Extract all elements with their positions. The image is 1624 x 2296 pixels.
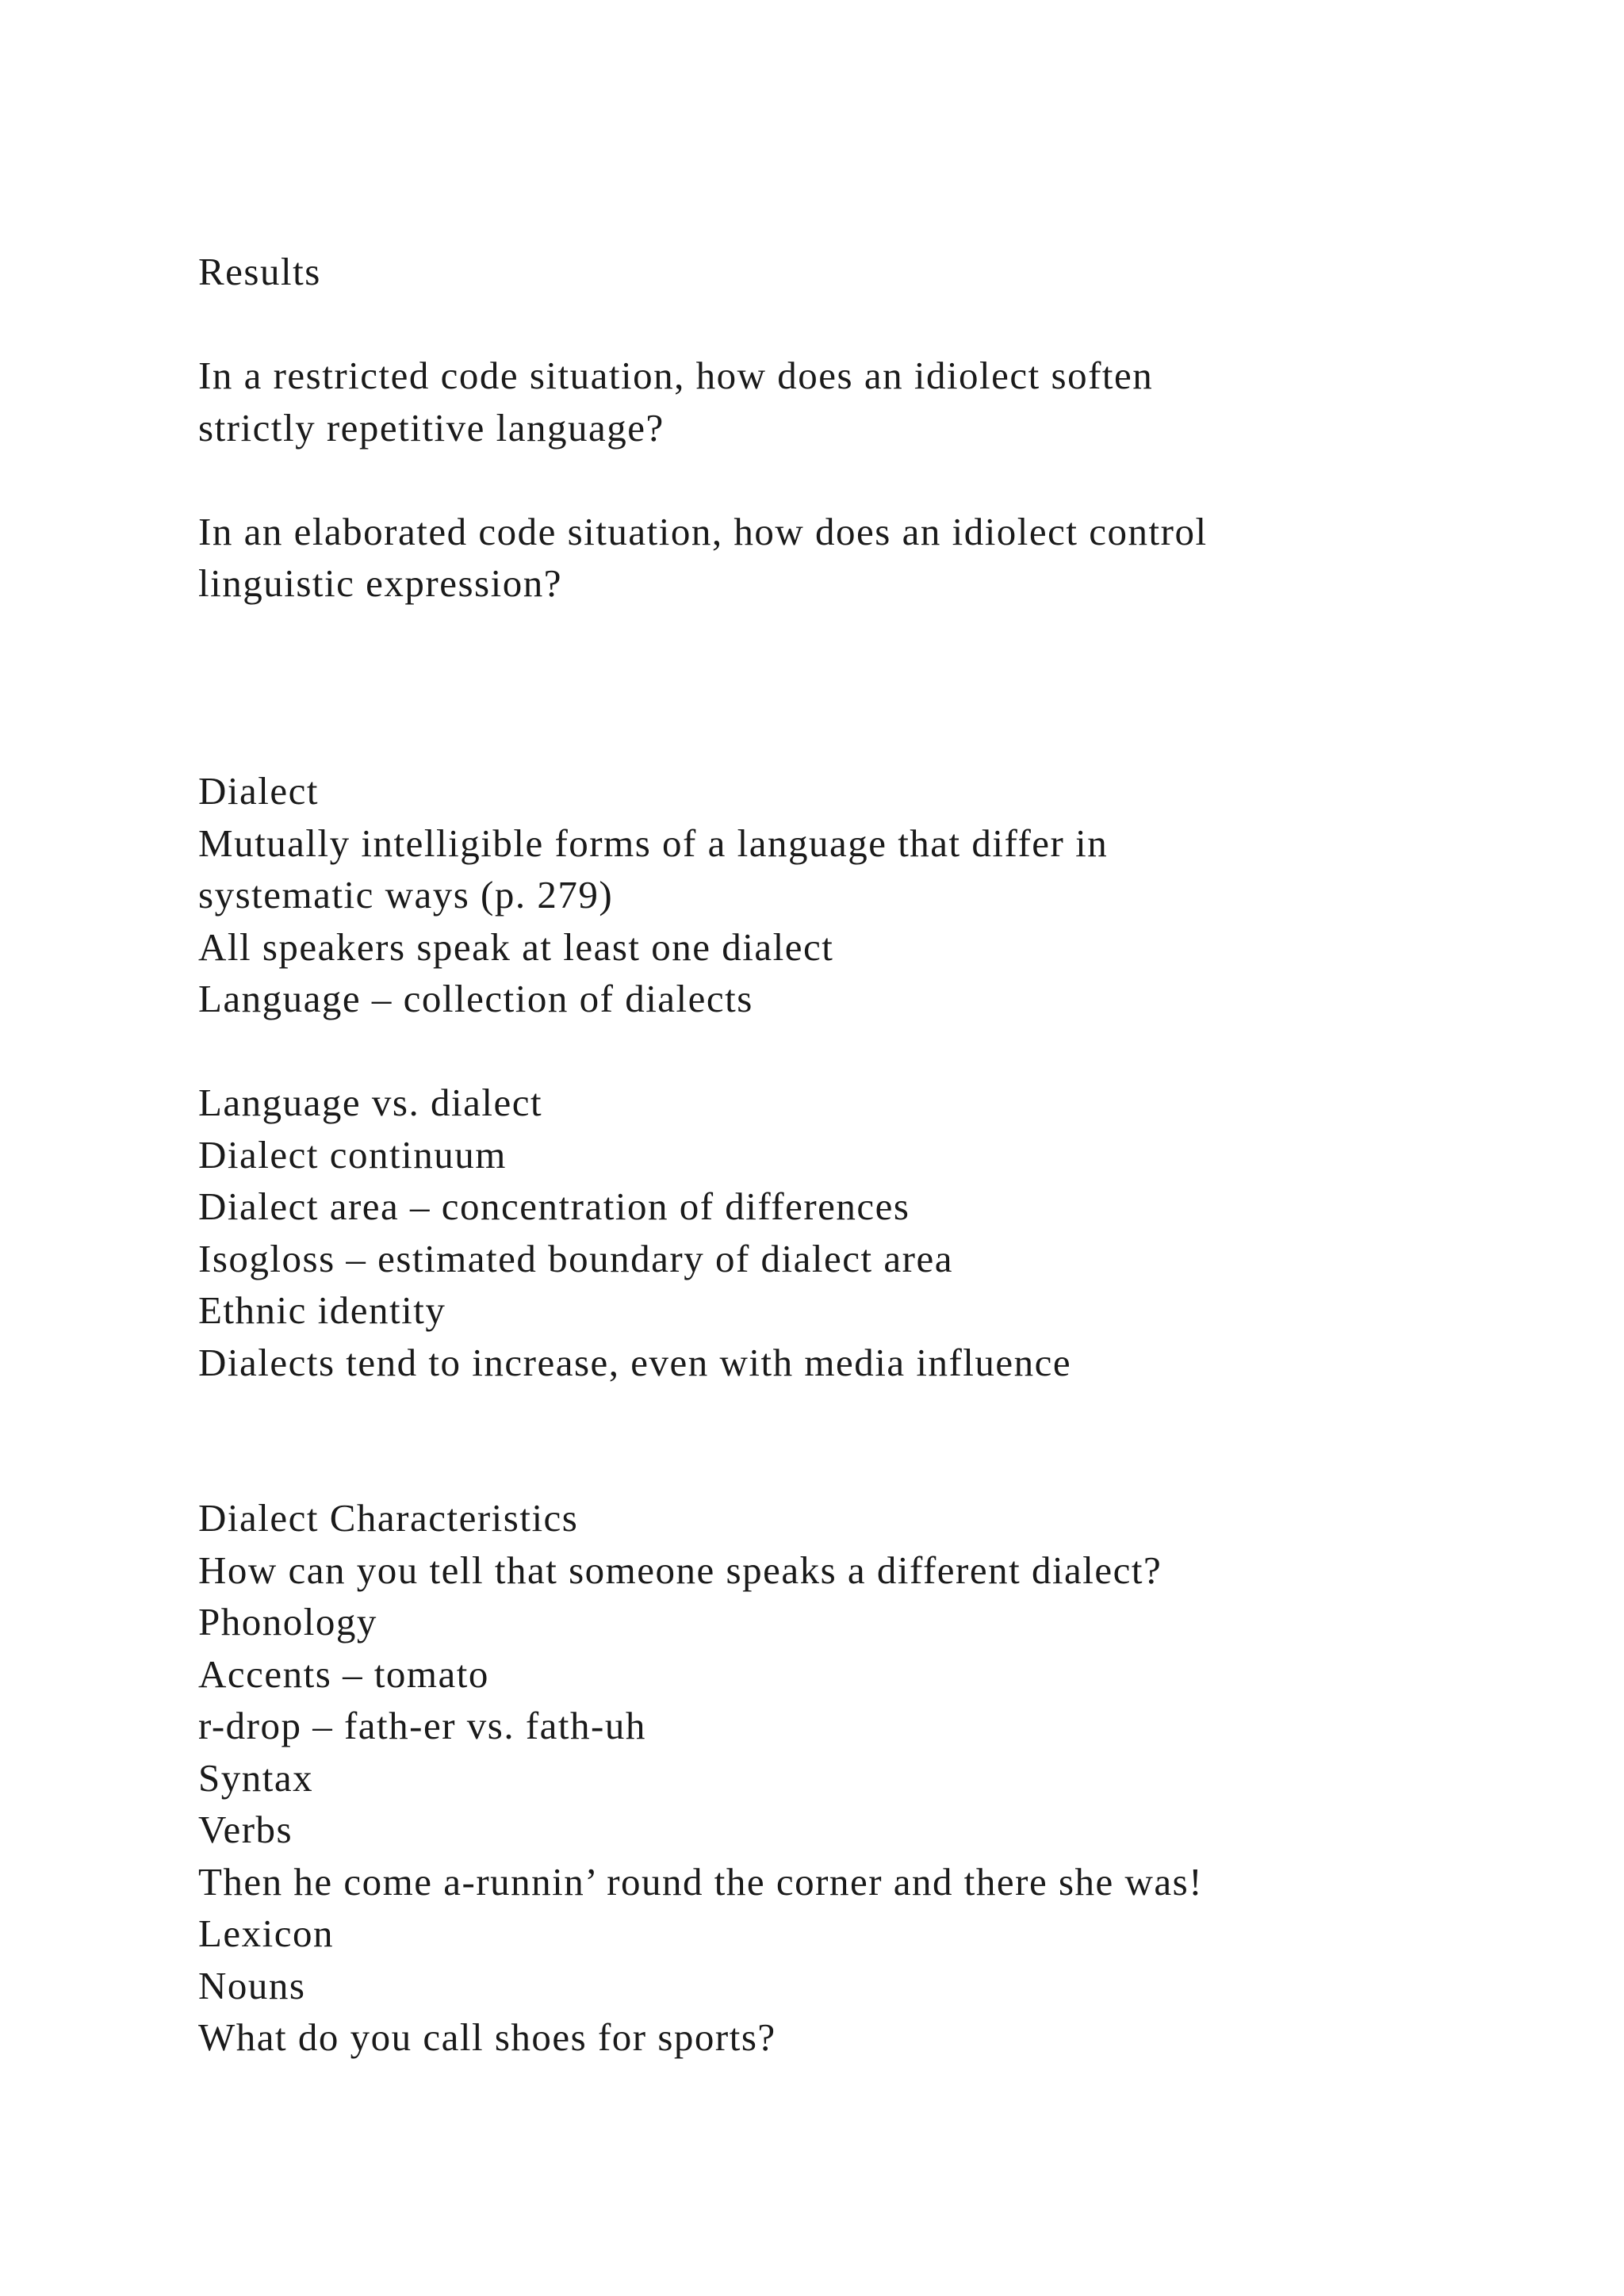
spacer xyxy=(198,298,1562,350)
dialect-definition-line-1: Mutually intelligible forms of a language that differ in xyxy=(198,821,1109,865)
results-question-2-line-2: linguistic expression? xyxy=(198,561,562,605)
dialect-language-vs-dialect: Language vs. dialect xyxy=(198,1081,543,1124)
results-question-1-line-1: In a restricted code situation, how does an idiolect soften xyxy=(198,354,1154,397)
characteristics-shoes-question: What do you call shoes for sports? xyxy=(198,2015,776,2059)
spacer xyxy=(198,453,1562,506)
dialect-heading: Dialect xyxy=(198,769,319,813)
characteristics-heading: Dialect Characteristics xyxy=(198,1496,579,1540)
dialect-definition-line-2: systematic ways (p. 279) xyxy=(198,873,614,916)
dialect-point-language: Language – collection of dialects xyxy=(198,977,753,1020)
dialect-ethnic-identity: Ethnic identity xyxy=(198,1288,446,1332)
characteristics-accents: Accents – tomato xyxy=(198,1651,489,1696)
dialect-continuum: Dialect continuum xyxy=(198,1132,507,1177)
characteristics-verbs: Verbs xyxy=(198,1808,293,1851)
spacer xyxy=(198,1025,1562,1077)
dialect-increase: Dialects tend to increase, even with media influence xyxy=(198,1340,1072,1384)
characteristics-nouns: Nouns xyxy=(198,1963,306,2007)
dialect-isogloss: Isogloss – estimated boundary of dialect area xyxy=(198,1236,953,1280)
spacer xyxy=(198,1388,1562,1492)
characteristics-syntax: Syntax xyxy=(198,1755,314,1800)
dialect-point-speakers: All speakers speak at least one dialect xyxy=(198,924,834,969)
document-body xyxy=(198,246,1562,2064)
characteristics-question: How can you tell that someone speaks a different dialect? xyxy=(198,1548,1162,1592)
characteristics-lexicon: Lexicon xyxy=(198,1911,335,1955)
characteristics-r-drop: r-drop – fath-er vs. fath-uh xyxy=(198,1704,646,1747)
dialect-area: Dialect area – concentration of differences xyxy=(198,1184,910,1228)
characteristics-phonology: Phonology xyxy=(198,1600,377,1644)
results-question-1-line-2: strictly repetitive language? xyxy=(198,405,665,450)
spacer xyxy=(198,610,1562,766)
characteristics-verb-example: Then he come a-runnin’ round the corner and there she was! xyxy=(198,1859,1204,1904)
results-question-2-line-1: In an elaborated code situation, how does an idiolect control xyxy=(198,509,1208,553)
results-heading: Results xyxy=(198,250,321,293)
